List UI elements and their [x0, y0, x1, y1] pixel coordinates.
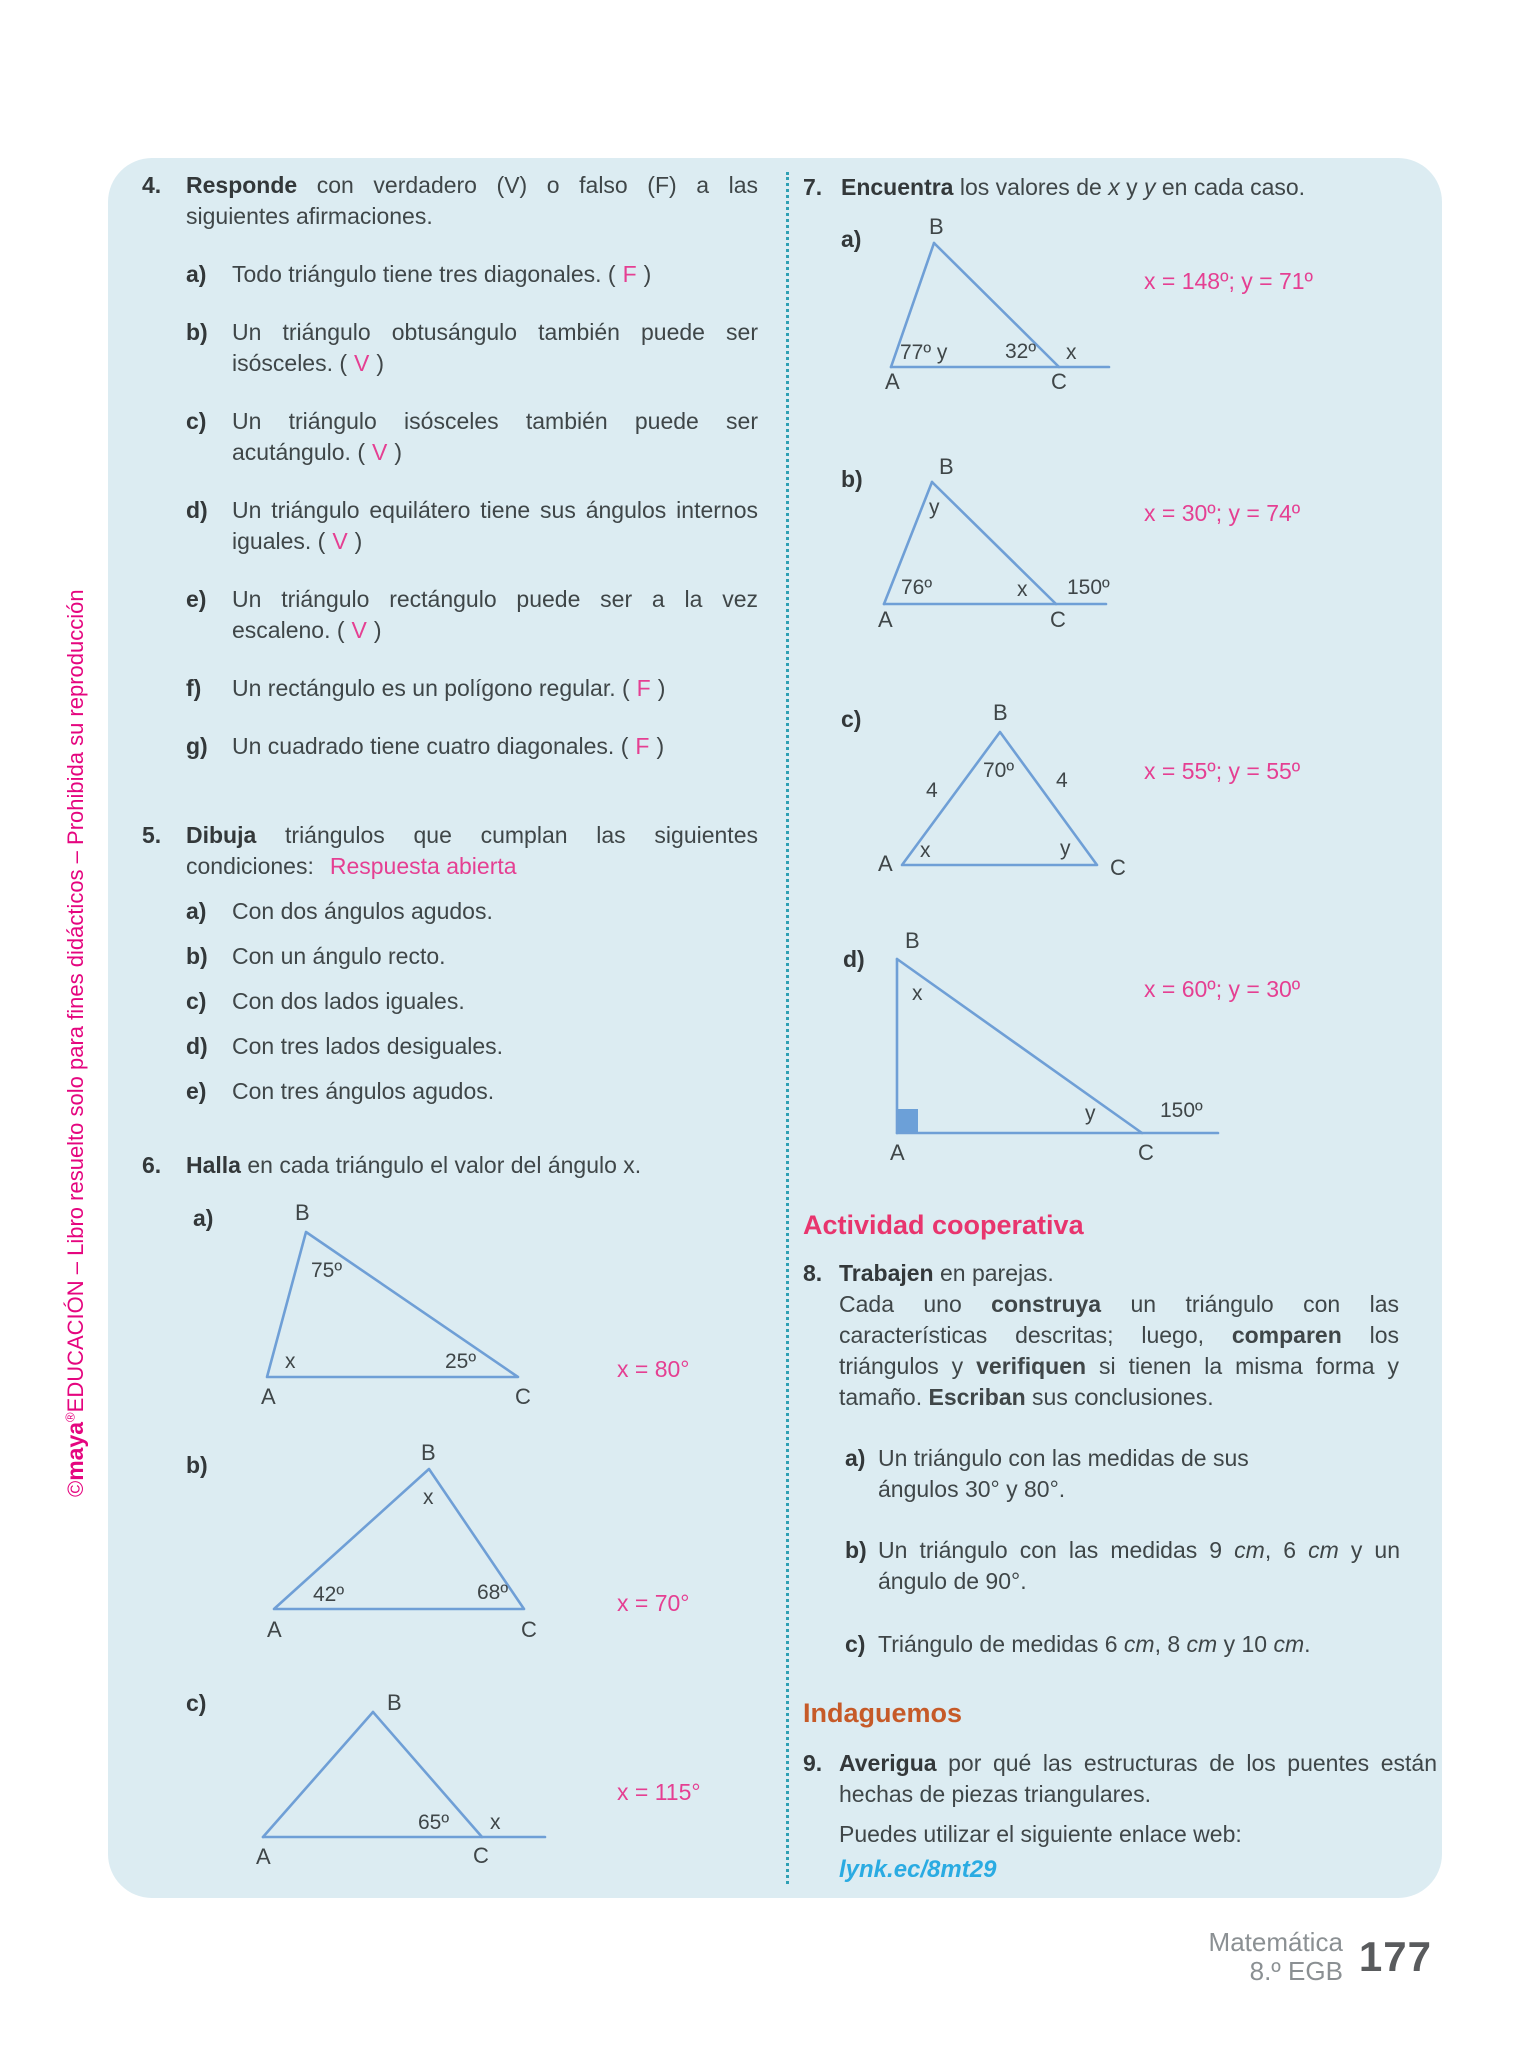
- copyright-text: – Libro resuelto solo para fines didácticos – Prohibida su reproducción: [63, 589, 88, 1281]
- web-hint: Puedes utilizar el siguiente enlace web:: [839, 1821, 1242, 1847]
- vertex-label-a: A: [885, 369, 900, 394]
- vertex-label-c: C: [521, 1617, 537, 1642]
- angle-label-a: 77º y: [900, 341, 948, 364]
- angle-label-a: x: [920, 839, 931, 862]
- tf-answer: F: [622, 261, 637, 287]
- vertex-label-b: B: [905, 928, 920, 953]
- diagram-6a-label: a): [193, 1205, 214, 1231]
- exercise-7-number: 7.: [803, 174, 823, 200]
- angle-label-a: 76º: [901, 576, 933, 599]
- diagram-7a-label: a): [841, 226, 862, 252]
- vertex-label-c: C: [1110, 855, 1126, 880]
- vertex-label-c: C: [1138, 1140, 1154, 1165]
- answer-6c: x = 115°: [617, 1779, 701, 1805]
- answer-6b: x = 70°: [617, 1590, 690, 1616]
- exercise-9-number: 9.: [803, 1750, 823, 1776]
- exercise-7-lead: Encuentra los valores de x y y en cada caso.: [841, 174, 1306, 200]
- exterior-angle-label: x: [1066, 341, 1077, 364]
- angle-label-a: 42º: [313, 1583, 345, 1606]
- angle-label-c: 68º: [477, 1581, 509, 1604]
- answer-6a: x = 80°: [617, 1356, 690, 1382]
- exercise-9-header: [803, 1748, 1437, 1810]
- exercise-8-lead: Trabajen en parejas.: [839, 1260, 1054, 1286]
- exercise-5-number: 5.: [142, 822, 162, 848]
- exterior-angle-label: x: [490, 1811, 501, 1834]
- vertex-label-b: B: [939, 454, 954, 479]
- exercise-4-item-e: e) Un triángulo rectángulo puede ser a la vez escaleno. ( V ): [186, 586, 758, 643]
- tf-answer: V: [332, 528, 348, 554]
- column-divider: [786, 172, 789, 1884]
- angle-label-c: 25º: [445, 1350, 477, 1373]
- diagram-7c-label: c): [841, 706, 862, 732]
- exercise-5-lead: Dibuja triángulos que cumplan las siguientes condiciones: Respuesta abierta: [186, 822, 758, 879]
- triangle-side-ab: [263, 1712, 373, 1837]
- open-answer-note: Respuesta abierta: [329, 853, 517, 879]
- exercise-7: [803, 172, 1437, 203]
- diagram-6c-label: c): [186, 1690, 207, 1716]
- subject-label: Matemática: [1208, 1927, 1343, 1957]
- triangle-side-bc: [897, 959, 1142, 1133]
- page-footer: [1209, 1928, 1432, 1986]
- exercise-8-number: 8.: [803, 1260, 823, 1286]
- exercise-6-number: 6.: [142, 1152, 162, 1178]
- side-label-bc: 4: [1056, 769, 1068, 792]
- exercise-4-item-d: d) Un triángulo equilátero tiene sus ángulos internos iguales. ( V ): [186, 497, 758, 554]
- cooperative-activity-heading: Actividad cooperativa: [803, 1210, 1084, 1240]
- answer-7b: x = 30º; y = 74º: [1144, 500, 1301, 526]
- vertex-label-b: B: [387, 1690, 402, 1715]
- exercise-4-lead: Responde con verdadero (V) o falso (F) a las siguientes afirmaciones.: [186, 172, 758, 229]
- triangle-diagram-7c: [870, 700, 1200, 885]
- vertex-label-c: C: [1051, 369, 1067, 394]
- triangle-diagram-6c: [190, 1690, 560, 1878]
- exercise-4-item-g: g) Un cuadrado tiene cuatro diagonales. ( F ): [186, 733, 665, 759]
- tf-answer: F: [635, 733, 650, 759]
- angle-label-c: 65º: [418, 1811, 450, 1834]
- diagram-7b-label: b): [841, 466, 863, 492]
- angle-label-a: x: [285, 1350, 296, 1373]
- triangle-outline: [267, 1232, 518, 1377]
- triangle-side-bc: [934, 243, 1059, 367]
- vertex-label-b: B: [421, 1440, 436, 1465]
- web-link[interactable]: lynk.ec/8mt29: [839, 1856, 997, 1883]
- vertex-label-a: A: [256, 1844, 271, 1869]
- angle-label-b: 70º: [983, 759, 1015, 782]
- vertex-label-a: A: [890, 1140, 905, 1165]
- answer-7d: x = 60º; y = 30º: [1144, 976, 1301, 1002]
- right-angle-marker: [897, 1109, 918, 1133]
- angle-label-b: y: [929, 496, 940, 519]
- exercise-4-number: 4.: [142, 172, 162, 198]
- exterior-angle-label: 150º: [1067, 576, 1110, 599]
- exercise-6-lead: Halla en cada triángulo el valor del ángulo x.: [186, 1152, 642, 1178]
- indaguemos-heading: Indaguemos: [803, 1698, 963, 1728]
- tf-answer: F: [636, 675, 651, 701]
- exercise-9: [803, 1748, 1437, 1885]
- diagram-7d-label: d): [843, 946, 865, 972]
- vertex-label-a: A: [878, 607, 893, 632]
- exercise-6: [142, 1150, 758, 1181]
- exercise-4-item-f: f) Un rectángulo es un polígono regular. ( F ): [186, 675, 666, 701]
- triangle-diagram-6b: [185, 1440, 545, 1653]
- angle-label-c: 32º: [1005, 340, 1037, 363]
- triangle-diagram-6a: [195, 1200, 555, 1415]
- page-number: 177: [1358, 1933, 1432, 1980]
- exercise-4-item-a: a) Todo triángulo tiene tres diagonales. ( F ): [186, 261, 652, 287]
- side-label-ab: 4: [926, 779, 938, 802]
- triangle-diagram-7d: [880, 930, 1240, 1165]
- exercise-5-header: [142, 820, 758, 882]
- exercise-5-item-d: d) Con tres lados desiguales.: [186, 1033, 504, 1059]
- exercise-8-item-b: b) Un triángulo con las medidas 9 cm, 6 cm y un ángulo de 90°.: [845, 1537, 1400, 1594]
- brand-suffix: EDUCACIÓN: [63, 1280, 88, 1413]
- tf-answer: V: [354, 350, 370, 376]
- angle-label-c: x: [1017, 578, 1028, 601]
- vertex-label-b: B: [295, 1200, 310, 1225]
- exercise-4-item-b: b) Un triángulo obtusángulo también puede ser isósceles. ( V ): [186, 319, 758, 376]
- exercise-8: [803, 1258, 1437, 1660]
- exercise-4-header: [142, 170, 758, 232]
- exercise-5: [142, 820, 758, 1107]
- exercise-8-item-c: c) Triángulo de medidas 6 cm, 8 cm y 10 cm.: [845, 1631, 1311, 1657]
- answer-7c: x = 55º; y = 55º: [1144, 758, 1301, 784]
- vertex-label-c: C: [1050, 607, 1066, 632]
- exercise-5-item-c: c) Con dos lados iguales.: [186, 988, 465, 1014]
- angle-label-c: y: [1085, 1102, 1096, 1125]
- angle-label-b: x: [423, 1486, 434, 1509]
- copyright-symbol: ©: [63, 1480, 88, 1497]
- exercise-6-header: [142, 1150, 758, 1181]
- vertex-label-c: C: [515, 1384, 531, 1409]
- exercise-4: [142, 170, 758, 762]
- tf-answer: V: [371, 439, 388, 465]
- exercise-8-body: Cada uno construya un triángulo con las características descritas; luego, comparen los triángulos y verifiquen si tienen la misma forma y tamaño. Escriban sus conclusiones.: [839, 1291, 1400, 1410]
- angle-label-b: x: [912, 982, 923, 1005]
- exercise-5-item-e: e) Con tres ángulos agudos.: [186, 1078, 495, 1104]
- exercise-9-lead: Averigua por qué las estructuras de los puentes están hechas de piezas triangulares.: [839, 1750, 1437, 1807]
- exercise-5-item-a: a) Con dos ángulos agudos.: [186, 898, 493, 924]
- exercise-8-header: [803, 1258, 1437, 1289]
- vertex-label-b: B: [929, 214, 944, 239]
- tf-answer: V: [351, 617, 367, 643]
- footer-meta: [1209, 1928, 1343, 1986]
- vertex-label-b: B: [993, 700, 1008, 725]
- diagram-6b-label: b): [186, 1452, 208, 1478]
- vertex-label-a: A: [261, 1384, 276, 1409]
- angle-label-c: y: [1060, 837, 1071, 860]
- grade-label: 8.º EGB: [1249, 1956, 1343, 1986]
- triangle-diagram-7b: [875, 454, 1205, 645]
- vertex-label-a: A: [878, 851, 893, 876]
- exercise-7-header: [803, 172, 1437, 203]
- vertex-label-a: A: [267, 1617, 282, 1642]
- triangle-side-bc: [932, 482, 1056, 604]
- registered-icon: ®: [62, 1412, 78, 1422]
- vertex-label-c: C: [473, 1843, 489, 1868]
- brand-name: maya: [62, 1421, 88, 1481]
- exercise-4-item-c: c) Un triángulo isósceles también puede ser acutángulo. ( V ): [186, 408, 758, 465]
- exercise-8-item-a: a) Un triángulo con las medidas de sus ángulos 30° y 80°.: [845, 1445, 1249, 1502]
- sidebar-copyright: [62, 407, 89, 1497]
- triangle-diagram-7a: [880, 214, 1210, 394]
- angle-label-b: 75º: [311, 1259, 343, 1282]
- exterior-angle-label: 150º: [1160, 1099, 1203, 1122]
- exercise-5-item-b: b) Con un ángulo recto.: [186, 943, 446, 969]
- answer-7a: x = 148º; y = 71º: [1144, 268, 1313, 294]
